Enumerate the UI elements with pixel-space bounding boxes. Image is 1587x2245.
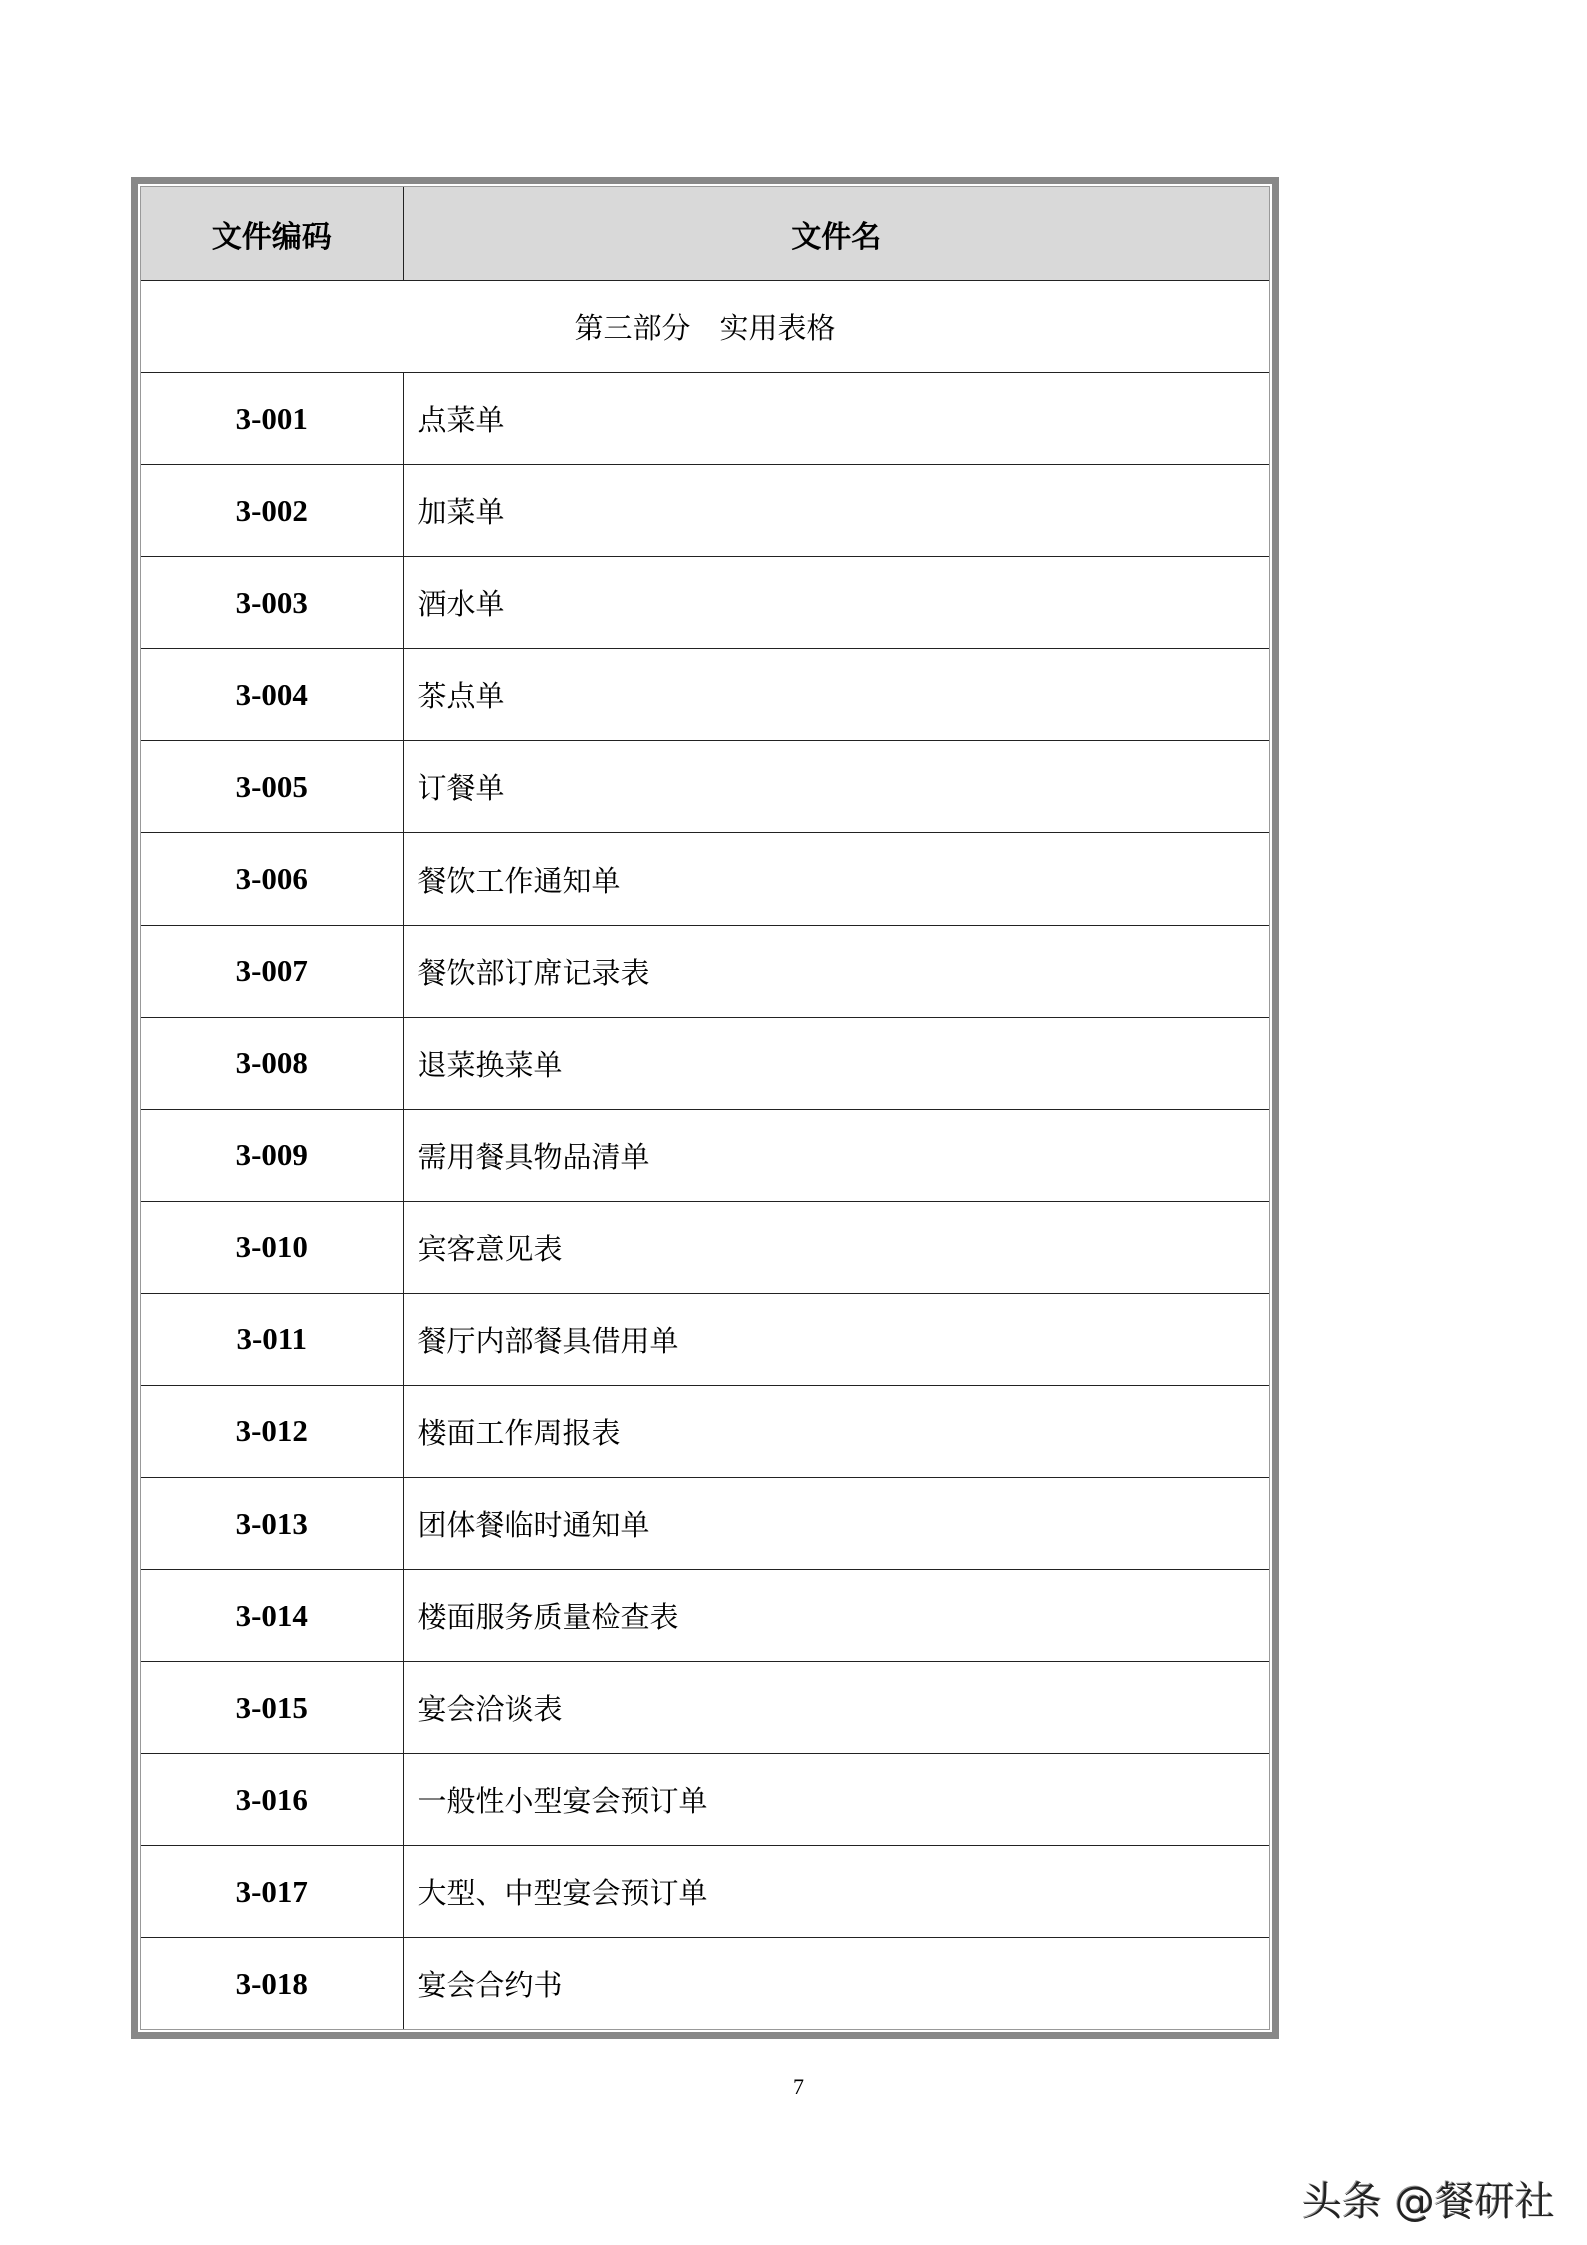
table-row	[141, 1846, 1269, 1938]
file-code: 3-001	[141, 373, 403, 465]
file-name: 团体餐临时通知单	[403, 1478, 1269, 1570]
file-code: 3-014	[141, 1570, 403, 1662]
file-name: 一般性小型宴会预订单	[403, 1754, 1269, 1846]
table-row	[141, 1478, 1269, 1570]
table-row	[141, 741, 1269, 833]
table-row	[141, 1570, 1269, 1662]
file-name: 需用餐具物品清单	[403, 1109, 1269, 1201]
table-row	[141, 1662, 1269, 1754]
file-name: 加菜单	[403, 465, 1269, 557]
header-file-code: 文件编码	[141, 187, 403, 281]
table-row	[141, 649, 1269, 741]
header-file-name: 文件名	[403, 187, 1269, 281]
table-row	[141, 373, 1269, 465]
file-code: 3-015	[141, 1662, 403, 1754]
table-row	[141, 1754, 1269, 1846]
file-code: 3-016	[141, 1754, 403, 1846]
file-code: 3-017	[141, 1846, 403, 1938]
file-name: 餐饮部订席记录表	[403, 925, 1269, 1017]
watermark: 头条 @餐研社	[1302, 2179, 1555, 2225]
table-row	[141, 465, 1269, 557]
file-index-table	[141, 187, 1269, 2029]
table-row	[141, 1109, 1269, 1201]
file-code: 3-009	[141, 1109, 403, 1201]
file-code: 3-005	[141, 741, 403, 833]
file-code: 3-010	[141, 1201, 403, 1293]
file-code: 3-004	[141, 649, 403, 741]
file-name: 楼面工作周报表	[403, 1385, 1269, 1477]
file-code: 3-006	[141, 833, 403, 925]
file-name: 楼面服务质量检查表	[403, 1570, 1269, 1662]
file-name: 宴会洽谈表	[403, 1662, 1269, 1754]
file-name: 茶点单	[403, 649, 1269, 741]
table-row	[141, 557, 1269, 649]
file-code: 3-013	[141, 1478, 403, 1570]
file-name: 点菜单	[403, 373, 1269, 465]
file-code: 3-007	[141, 925, 403, 1017]
table-row	[141, 925, 1269, 1017]
file-code: 3-012	[141, 1385, 403, 1477]
file-code: 3-002	[141, 465, 403, 557]
section-title: 第三部分 实用表格	[141, 281, 1269, 373]
file-name: 餐厅内部餐具借用单	[403, 1293, 1269, 1385]
table-row	[141, 1385, 1269, 1477]
file-name: 酒水单	[403, 557, 1269, 649]
section-row	[141, 281, 1269, 373]
file-code: 3-018	[141, 1938, 403, 2029]
table-row	[141, 833, 1269, 925]
table-header-row	[141, 187, 1269, 281]
table-row	[141, 1938, 1269, 2029]
file-name: 宾客意见表	[403, 1201, 1269, 1293]
file-name: 订餐单	[403, 741, 1269, 833]
file-name: 宴会合约书	[403, 1938, 1269, 2029]
file-name: 退菜换菜单	[403, 1017, 1269, 1109]
page-number: 7	[793, 2074, 804, 2099]
table-row	[141, 1293, 1269, 1385]
file-code: 3-008	[141, 1017, 403, 1109]
file-name: 餐饮工作通知单	[403, 833, 1269, 925]
table-row	[141, 1017, 1269, 1109]
file-code: 3-003	[141, 557, 403, 649]
file-code: 3-011	[141, 1293, 403, 1385]
table-frame	[131, 177, 1279, 2039]
file-name: 大型、中型宴会预订单	[403, 1846, 1269, 1938]
table-row	[141, 1201, 1269, 1293]
